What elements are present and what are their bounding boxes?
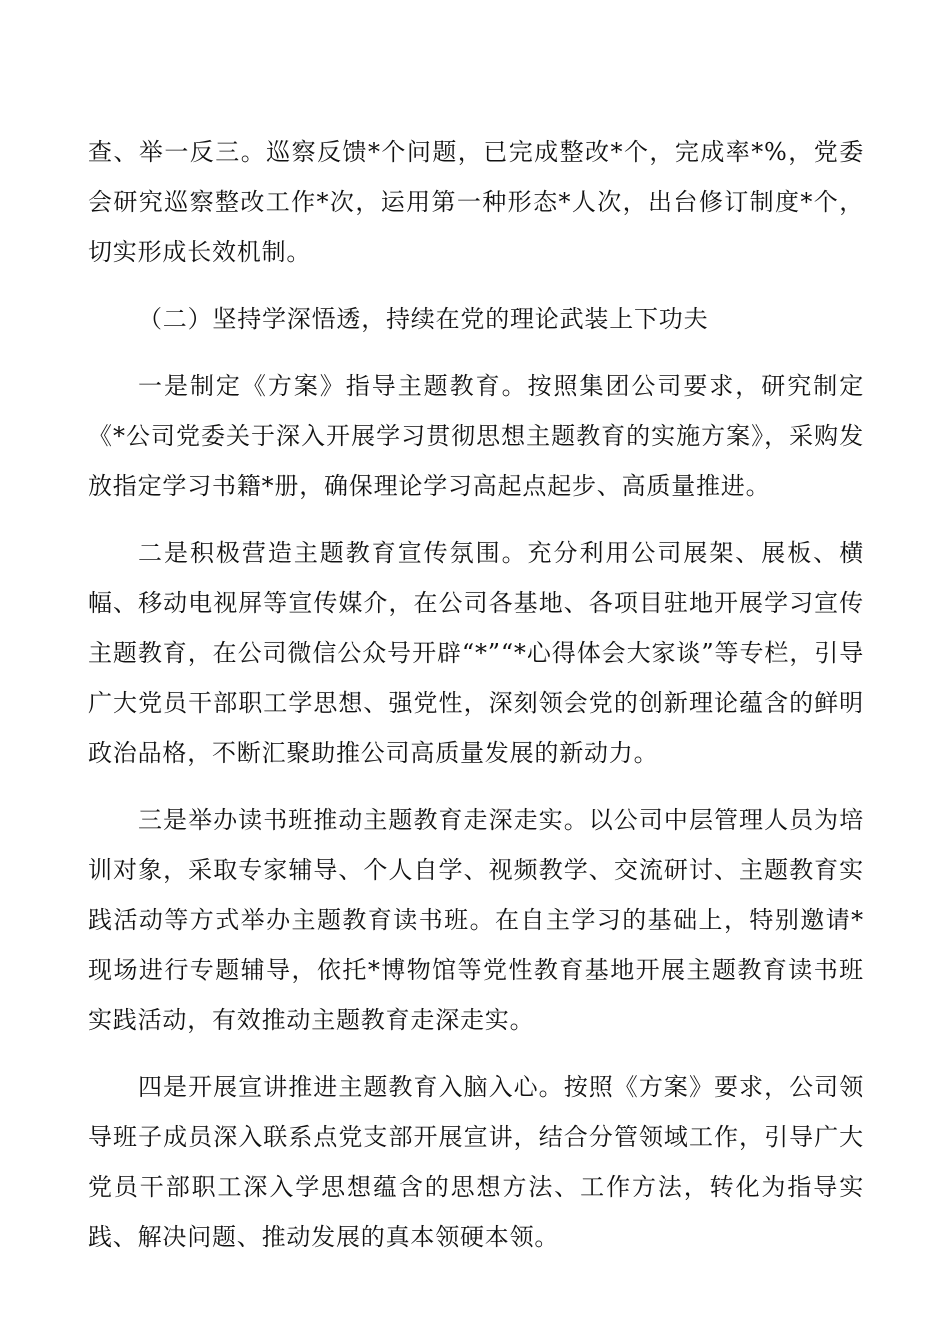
section-heading: （二）坚持学深悟透，持续在党的理论武装上下功夫 xyxy=(138,305,709,333)
paragraph-continuation: 查、举一反三。巡察反馈*个问题，已完成整改*个，完成率*%，党委会研究巡察整改工作*次，运用第一种形态*人次，出台修订制度*个，切实形成长效机制。 xyxy=(88,138,864,266)
paragraph-item-4: 四是开展宣讲推进主题教育入脑入心。按照《方案》要求，公司领导班子成员深入联系点党支部开展宣讲，结合分管领域工作，引导广大党员干部职工深入学思想蕴含的思想方法、工作方法，转化为指导实践、解决问题、推动发展的真本领硬本领。 xyxy=(88,1073,864,1251)
paragraph-item-3: 三是举办读书班推动主题教育走深走实。以公司中层管理人员为培训对象，采取专家辅导、个人自学、视频教学、交流研讨、主题教育实践活动等方式举办主题教育读书班。在自主学习的基础上，特别邀请*现场进行专题辅导，依托*博物馆等党性教育基地开展主题教育读书班实践活动，有效推动主题教育走深走实。 xyxy=(88,806,864,1034)
paragraph-item-1: 一是制定《方案》指导主题教育。按照集团公司要求，研究制定《*公司党委关于深入开展学习贯彻思想主题教育的实施方案》，采购发放指定学习书籍*册，确保理论学习高起点起步、高质量推进。 xyxy=(88,372,864,500)
paragraph-item-2: 二是积极营造主题教育宣传氛围。充分利用公司展架、展板、横幅、移动电视屏等宣传媒介，在公司各基地、各项目驻地开展学习宣传主题教育，在公司微信公众号开辟“*”“*心得体会大家谈”等专栏，引导广大党员干部职工学思想、强党性，深刻领会党的创新理论蕴含的鲜明政治品格，不断汇聚助推公司高质量发展的新动力。 xyxy=(88,539,864,767)
document-body xyxy=(88,127,864,1262)
